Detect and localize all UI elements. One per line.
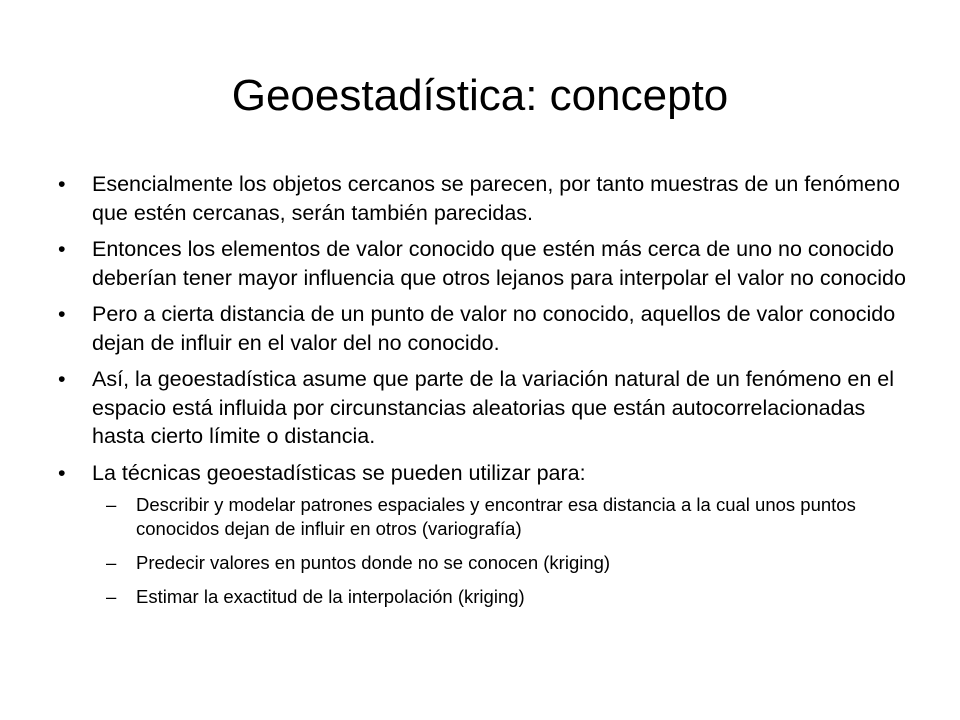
bullet-item xyxy=(58,365,908,451)
dash-bullet-icon: – xyxy=(106,552,117,573)
sub-bullet-text: Describir y modelar patrones espaciales y encontrar esa distancia a la cual unos puntos conocidos dejan de influir en otros (variografía) xyxy=(136,494,856,539)
sub-bullet-item xyxy=(58,585,908,609)
bullet-text: La técnicas geoestadísticas se pueden utilizar para: xyxy=(92,460,586,485)
bullet-point-icon: • xyxy=(58,302,66,326)
sub-bullet-text: Estimar la exactitud de la interpolación (kriging) xyxy=(136,586,525,607)
bullet-text: Esencialmente los objetos cercanos se parecen, por tanto muestras de un fenómeno que estén cercanas, serán también parecidas. xyxy=(92,172,900,225)
dash-bullet-icon: – xyxy=(106,494,117,515)
bullet-item xyxy=(58,235,908,292)
sub-bullet-text: Predecir valores en puntos donde no se conocen (kriging) xyxy=(136,552,611,573)
bullet-item xyxy=(58,459,908,610)
sub-bullet-item xyxy=(58,551,908,575)
bullet-text: Así, la geoestadística asume que parte de la variación natural de un fenómeno en el espacio está influida por circunstancias aleatorias que están autocorrelacionadas hasta cierto límite o distancia. xyxy=(92,367,894,448)
bullet-list xyxy=(58,170,908,609)
bullet-point-icon: • xyxy=(58,237,66,261)
bullet-text: Entonces los elementos de valor conocido que estén más cerca de uno no conocido deberían tener mayor influencia que otros lejanos para interpolar el valor no conocido xyxy=(92,237,906,290)
bullet-item xyxy=(58,170,908,227)
sub-bullet-item xyxy=(58,493,908,541)
bullet-point-icon: • xyxy=(58,460,66,485)
bullet-point-icon: • xyxy=(58,367,66,391)
sub-bullet-list xyxy=(92,493,908,609)
slide-title: Geoestadística: concepto xyxy=(231,71,729,120)
slide-content xyxy=(58,170,908,619)
bullet-text: Pero a cierta distancia de un punto de valor no conocido, aquellos de valor conocido dejan de influir en el valor del no conocido. xyxy=(92,302,896,355)
bullet-item xyxy=(58,300,908,357)
bullet-point-icon: • xyxy=(58,172,66,196)
dash-bullet-icon: – xyxy=(106,586,117,607)
